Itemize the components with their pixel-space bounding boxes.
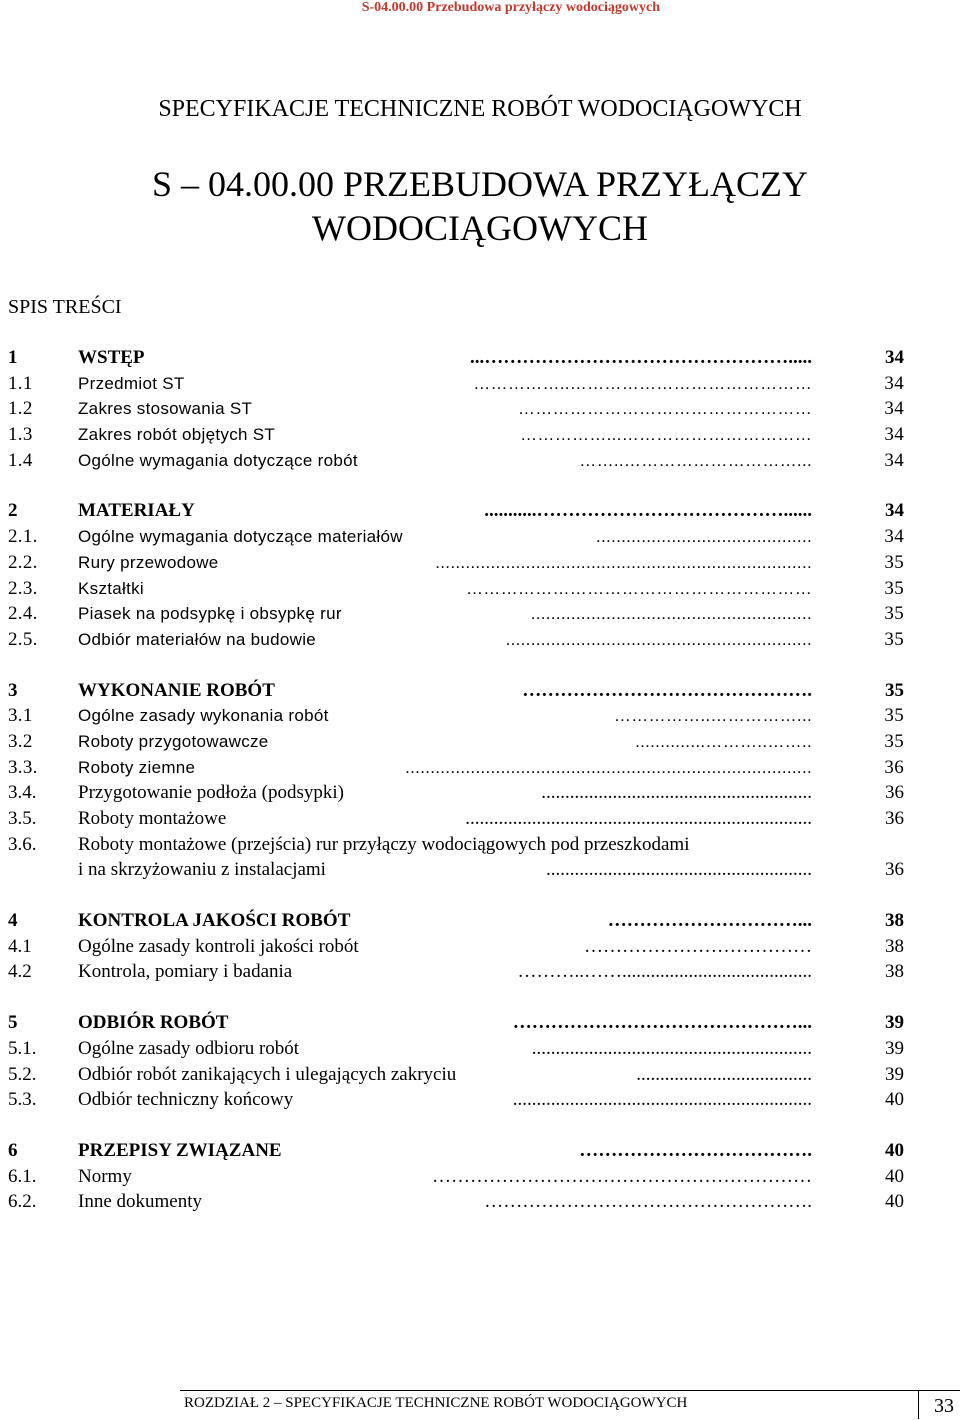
toc-entry-page: 38 [885,935,904,957]
running-header [0,0,960,16]
toc-entry-title: MATERIAŁY [78,500,195,522]
toc-entry-leader: ......................................................................... [465,808,812,829]
toc-entry-leader: …………………………………………………… [432,1165,812,1187]
toc-entry-leader: ........................................................................... [435,552,812,572]
toc-entry-leader: ......................................................... [541,782,812,804]
toc-entry-title: Rury przewodowe [78,552,219,572]
toc-entry-title: Ogólne zasady kontroli jakości robót [78,935,359,957]
toc-entry-page: 35 [885,679,904,701]
toc-entry-leader: …………………………... [607,910,812,932]
toc-entry-title: Roboty ziemne [78,757,196,777]
toc-entry-title: Przygotowanie podłoża (podsypki) [78,782,344,804]
toc-entry-page: 40 [885,1165,904,1187]
toc-chapter-row[interactable] [0,1138,960,1164]
footer-text: ROZDZIAŁ 2 – SPECYFIKACJE TECHNICZNE ROBÓT WODOCIĄGOWYCH [184,1395,688,1411]
toc-entry-title: Kształtki [78,578,144,598]
toc-entry-page: 34 [885,500,904,522]
toc-chapter-row[interactable] [0,498,960,524]
toc-entry-number: 3.1 [8,705,33,727]
toc-entry-page: 39 [885,1063,904,1085]
toc-section-row[interactable] [0,780,960,806]
toc-entry-title: Kontrola, pomiary i badania [78,961,293,983]
toc-section-row[interactable] [0,703,960,729]
toc-entry-page: 35 [884,628,904,650]
toc-entry-page: 38 [885,910,904,932]
toc-gap [0,473,960,498]
toc-entry-title: Piasek na podsypkę i obsypkę rur [78,604,342,624]
toc-entry-number: 1 [8,347,18,368]
toc-entry-title: Ogólne wymagania dotyczące materiałów [78,527,403,547]
toc-section-row[interactable] [0,806,960,832]
toc-entry-number: 2 [8,500,18,522]
toc-gap [0,985,960,1010]
toc-entry-number: 3.5. [8,808,37,829]
toc-entry-page: 36 [885,782,904,804]
toc-entry-leader: ………………………………………. [522,679,812,701]
page-footer [180,1390,960,1419]
toc-entry-page: 34 [884,526,904,548]
document-title-line1: S – 04.00.00 PRZEBUDOWA PRZYŁĄCZY [151,164,809,204]
toc-entry-leader: ...........…………………………………...... [484,500,812,522]
toc-entry-page: 35 [884,603,904,625]
toc-chapter-row[interactable] [0,678,960,704]
toc-entry-title: Inne dokumenty [78,1191,203,1213]
toc-heading: SPIS TREŚCI [8,296,122,318]
toc-section-row[interactable] [0,371,960,397]
toc-entry-leader: ……………………………………………. [484,1191,812,1213]
toc-entry-title: Odbiór materiałów na budowie [78,629,317,649]
toc-entry-number: 3.3. [8,756,38,778]
table-of-contents [0,345,960,1215]
spec-title: SPECYFIKACJE TECHNICZNE ROBÓT WODOCIĄGOWYCH [158,96,802,122]
toc-entry-title: Roboty przygotowawcze [78,731,269,751]
toc-entry-number: 5 [8,1012,18,1034]
toc-entry-page: 35 [884,577,904,599]
toc-entry-leader: ...…………………………………………..... [470,347,812,368]
toc-entry-leader: ……………………………… [584,935,812,957]
toc-entry-leader: ………………………………. [579,1139,812,1161]
toc-section-row[interactable] [0,627,960,653]
toc-entry-number: 4.1 [8,935,32,957]
toc-entry-leader: ........................................................ [546,859,812,881]
toc-entry-number: 5.3. [8,1089,37,1111]
toc-entry-number: 6.1. [8,1165,37,1187]
toc-entry-leader: …………………………………………………… [466,578,812,598]
toc-entry-page: 39 [885,1012,904,1034]
toc-gap [0,1113,960,1138]
toc-entry-leader: ……………..…………………………………… [473,373,812,393]
toc-gap [0,883,960,908]
toc-chapter-row[interactable] [0,345,960,371]
toc-entry-title: WSTĘP [78,347,145,368]
toc-entry-leader: ..............………..…….. [635,731,812,751]
document-title-line2: WODOCIĄGOWYCH [312,208,648,248]
toc-entry-page: 35 [884,551,904,573]
toc-entry-title: Roboty montażowe [78,808,227,829]
toc-section-row[interactable] [0,832,960,858]
toc-entry-number: 3.2 [8,730,33,752]
footer-page-number: 33 [934,1395,954,1417]
toc-section-row[interactable] [0,1164,960,1190]
toc-entry-title: Ogólne zasady wykonania robót [78,706,329,726]
toc-entry-title: WYKONANIE ROBÓT [78,679,275,701]
toc-section-row[interactable] [0,755,960,781]
toc-entry-page: 34 [884,398,904,420]
toc-entry-leader: ........................................................ [530,604,812,624]
toc-entry-leader: ................................................................................. [405,757,812,777]
toc-entry-title: Zakres robót objętych ST [78,425,276,445]
toc-entry-title: Przedmiot ST [78,373,185,393]
toc-entry-title: Roboty montażowe (przejścia) rur przyłączy wodociągowych pod przeszkodami [78,833,690,855]
toc-entry-page: 36 [885,808,904,829]
toc-entry-page: 39 [885,1037,904,1059]
toc-section-row[interactable] [0,1062,960,1088]
toc-entry-leader: …………………………………………… [517,399,812,419]
toc-chapter-row[interactable] [0,1010,960,1036]
toc-entry-leader: ………………………………………... [512,1012,812,1034]
toc-gap [0,653,960,678]
toc-entry-page: 34 [884,449,904,471]
toc-entry-leader: ............................................................. [505,629,812,649]
toc-entry-number: 3.6. [8,833,37,855]
toc-entry-number: 1.2 [8,398,33,420]
toc-section-row[interactable] [0,1087,960,1113]
toc-entry-number: 2.5. [8,628,38,650]
toc-entry-leader: ..................................... [636,1063,812,1085]
toc-section-row[interactable] [0,524,960,550]
toc-entry-page: 40 [885,1139,904,1161]
toc-entry-page: 40 [885,1191,904,1213]
toc-section-row[interactable] [0,396,960,422]
toc-entry-number: 1.1 [8,372,33,394]
toc-entry-number: 6 [8,1139,18,1161]
toc-chapter-row[interactable] [0,908,960,934]
toc-entry-leader: ……………..……………... [613,706,812,726]
toc-section-row[interactable] [0,959,960,985]
toc-entry-number: 5.1. [8,1037,37,1059]
toc-entry-title: PRZEPISY ZWIĄZANE [78,1139,282,1161]
toc-entry-leader: ……..…………………………... [579,450,812,470]
toc-entry-title: Odbiór techniczny końcowy [78,1089,294,1111]
toc-entry-page: 36 [885,859,904,881]
toc-entry-number: 6.2. [8,1191,37,1213]
toc-entry-number: 1.4 [8,449,33,471]
toc-entry-title: Ogólne wymagania dotyczące robót [78,450,358,470]
toc-entry-leader: ............................................................... [512,1089,812,1111]
toc-section-row[interactable] [0,576,960,602]
toc-entry-number: 2.3. [8,577,38,599]
toc-entry-page: 38 [885,961,904,983]
toc-entry-page: 36 [884,756,904,778]
footer-divider [918,1391,919,1419]
toc-entry-title: KONTROLA JAKOŚCI ROBÓT [78,910,351,932]
toc-section-row[interactable] [0,550,960,576]
toc-entry-number: 2.4. [8,603,38,625]
toc-entry-title: Ogólne zasady odbioru robót [78,1037,300,1059]
toc-entry-title: Zakres stosowania ST [78,399,253,419]
toc-section-row[interactable] [0,422,960,448]
toc-entry-number: 3 [8,679,18,701]
toc-entry-page: 34 [884,424,904,446]
toc-entry-page: 40 [885,1089,904,1111]
toc-section-row[interactable] [0,448,960,474]
toc-section-row[interactable] [0,934,960,960]
toc-entry-page: 35 [884,730,904,752]
toc-entry-number: 5.2. [8,1063,37,1085]
toc-entry-number: 4 [8,910,18,932]
toc-section-row[interactable] [0,601,960,627]
toc-entry-number: 4.2 [8,961,32,983]
document-title [0,162,960,250]
toc-entry-leader: ………..……........................................ [517,961,812,983]
toc-entry-leader: ........................................................... [531,1037,812,1059]
running-header-text: S-04.00.00 Przebudowa przyłączy wodociągowych [361,0,660,15]
toc-entry-number: 2.1. [8,526,38,548]
toc-entry-leader: ……………...…………………………… [520,425,812,445]
toc-section-row[interactable] [0,1036,960,1062]
toc-entry-page: 34 [884,372,904,394]
toc-entry-title: ODBIÓR ROBÓT [78,1012,229,1034]
toc-entry-page: 34 [885,347,904,368]
toc-entry-page: 35 [884,705,904,727]
toc-entry-leader: ........................................... [596,527,812,547]
toc-entry-number: 1.3 [8,424,33,446]
toc-section-row[interactable] [0,857,960,883]
toc-section-row[interactable] [0,729,960,755]
toc-section-row[interactable] [0,1189,960,1215]
toc-entry-title: i na skrzyżowaniu z instalacjami [78,859,326,881]
toc-entry-title: Normy [78,1165,132,1187]
toc-entry-number: 3.4. [8,782,37,804]
toc-entry-title: Odbiór robót zanikających i ulegających zakryciu [78,1063,457,1085]
toc-entry-number: 2.2. [8,551,38,573]
